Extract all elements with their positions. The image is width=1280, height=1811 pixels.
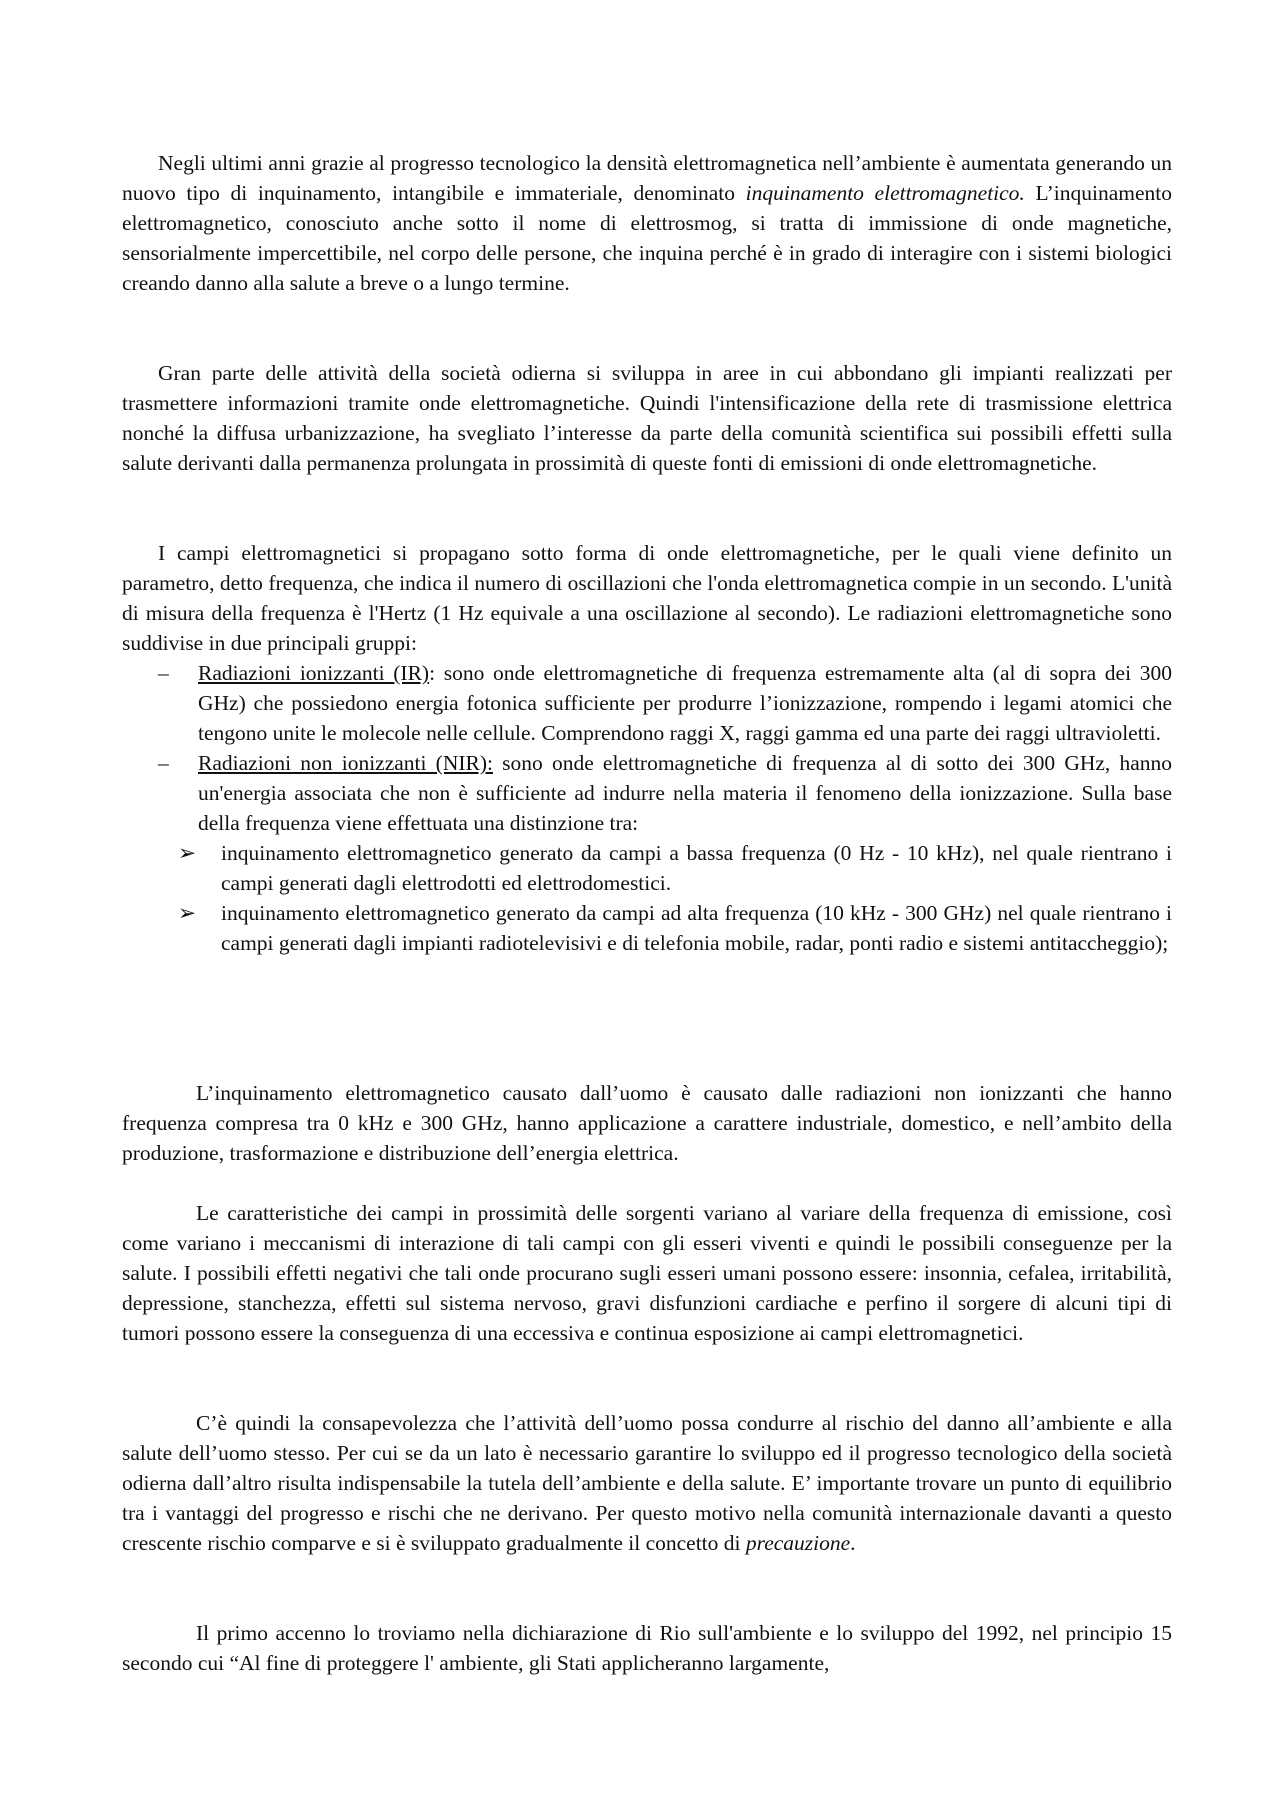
arrow-bullet-icon: ➢	[178, 841, 197, 865]
paragraph-2	[122, 358, 1172, 478]
paragraph-7-text: Il primo accenno lo troviamo nella dichiarazione di Rio sull'ambiente e lo sviluppo del 1992, nel principio 15 secondo cui “Al fine di proteggere l' ambiente, gli Stati applicheranno largamente,	[122, 1621, 1172, 1675]
paragraph-1-text-a: Negli ultimi anni grazie al progresso tecnologico la densità elettromagnetica nell’ambiente è aumentata generando un nuovo tipo di inquinamento, intangibile e immateriale, denominato	[122, 151, 1172, 205]
sublist	[122, 838, 1172, 958]
paragraph-6-text-b: .	[850, 1531, 856, 1555]
paragraph-3-text: I campi elettromagnetici si propagano sotto forma di onde elettromagnetiche, per le quali viene definito un parametro, detto frequenza, che indica il numero di oscillazioni che l'onda elettromagnetica compie in un secondo. L'unità di misura della frequenza è l'Hertz (1 Hz equivale a una oscillazione al secondo). Le radiazioni elettromagnetiche sono suddivise in due principali gruppi:	[122, 541, 1172, 655]
paragraph-1-text-b: L’inquinamento elettromagnetico, conosciuto anche sotto il nome di elettrosmog, si tratta di immissione di onde magnetiche, sensorialmente impercettibile, nel corpo delle persone, che inquina perché è in grado di interagire con i sistemi biologici creando danno alla salute a breve o a lungo termine.	[122, 181, 1172, 295]
paragraph-2-text: Gran parte delle attività della società odierna si sviluppa in aree in cui abbondano gli impianti realizzati per trasmettere informazioni tramite onde elettromagnetiche. Quindi l'intensificazione della rete di trasmissione elettrica nonché la diffusa urbanizzazione, ha svegliato l’interesse da parte della comunità scientifica sui possibili effetti sulla salute derivanti dalla permanenza prolungata in prossimità di queste fonti di emissioni di onde elettromagnetiche.	[122, 361, 1172, 475]
paragraph-7	[122, 1618, 1172, 1678]
list-item-ionizing-label: Radiazioni ionizzanti (IR)	[198, 661, 430, 685]
paragraph-6-text-a: C’è quindi la consapevolezza che l’attività dell’uomo possa condurre al rischio del danno all’ambiente e alla salute dell’uomo stesso. Per cui se da un lato è necessario garantire lo sviluppo ed il progresso tecnologico della società odierna dall’altro risulta indispensabile la tutela dell’ambiente e della salute. E’ importante trovare un punto di equilibrio tra i vantaggi del progresso e rischi che ne derivano. Per questo motivo nella comunità internazionale davanti a questo crescente rischio comparve e si è sviluppato gradualmente il concetto di	[122, 1411, 1172, 1555]
paragraph-1-emphasis: inquinamento elettromagnetico.	[745, 181, 1025, 205]
sublist-item-low-frequency	[122, 838, 1172, 898]
sublist-item-high-frequency-text: inquinamento elettromagnetico generato da campi ad alta frequenza (10 kHz - 300 GHz) nel quale rientrano i campi generati dagli impianti radiotelevisivi e di telefonia mobile, radar, ponti radio e sistemi antitaccheggio);	[221, 901, 1172, 955]
paragraph-4	[122, 1078, 1172, 1168]
paragraph-6-emphasis: precauzione	[745, 1531, 851, 1555]
paragraph-3	[122, 538, 1172, 658]
paragraph-5-text: Le caratteristiche dei campi in prossimità delle sorgenti variano al variare della frequenza di emissione, così come variano i meccanismi di interazione di tali campi con gli esseri viventi e quindi le possibili conseguenze per la salute. I possibili effetti negativi che tali onde procurano sugli esseri umani possono essere: insonnia, cefalea, irritabilità, depressione, stanchezza, effetti sul sistema nervoso, gravi disfunzioni cardiache e perfino il sorgere di alcuni tipi di tumori possono essere la conseguenza di una eccessiva e continua esposizione ai campi elettromagnetici.	[122, 1201, 1172, 1345]
paragraph-4-text: L’inquinamento elettromagnetico causato dall’uomo è causato dalle radiazioni non ionizzanti che hanno frequenza compresa tra 0 kHz e 300 GHz, hanno applicazione a carattere industriale, domestico, e nell’ambito della produzione, trasformazione e distribuzione dell’energia elettrica.	[122, 1081, 1172, 1165]
arrow-bullet-icon: ➢	[178, 901, 197, 925]
dash-bullet: –	[158, 751, 169, 775]
paragraph-5	[122, 1198, 1172, 1348]
sublist-item-high-frequency	[122, 898, 1172, 958]
radiation-list	[122, 658, 1172, 958]
list-item-ionizing-text: : sono onde elettromagnetiche di frequenza estremamente alta (al di sopra dei 300 GHz) che possiedono energia fotonica sufficiente per produrre l’ionizzazione, rompendo i legami atomici che tengono unite le molecole nelle cellule. Comprendono raggi X, raggi gamma ed una parte dei raggi ultravioletti.	[198, 661, 1172, 745]
list-item-non-ionizing-text: sono onde elettromagnetiche di frequenza al di sotto dei 300 GHz, hanno un'energia associata che non è sufficiente ad indurre nella materia il fenomeno della ionizzazione. Sulla base della frequenza viene effettuata una distinzione tra:	[198, 751, 1173, 835]
list-item-non-ionizing-label: Radiazioni non ionizzanti (NIR):	[198, 751, 493, 775]
list-item-non-ionizing	[122, 748, 1172, 838]
dash-bullet: –	[158, 661, 169, 685]
sublist-item-low-frequency-text: inquinamento elettromagnetico generato da campi a bassa frequenza (0 Hz - 10 kHz), nel quale rientrano i campi generati dagli elettrodotti ed elettrodomestici.	[221, 841, 1172, 895]
paragraph-1	[122, 148, 1172, 298]
list-item-ionizing	[122, 658, 1172, 748]
paragraph-6	[122, 1408, 1172, 1558]
